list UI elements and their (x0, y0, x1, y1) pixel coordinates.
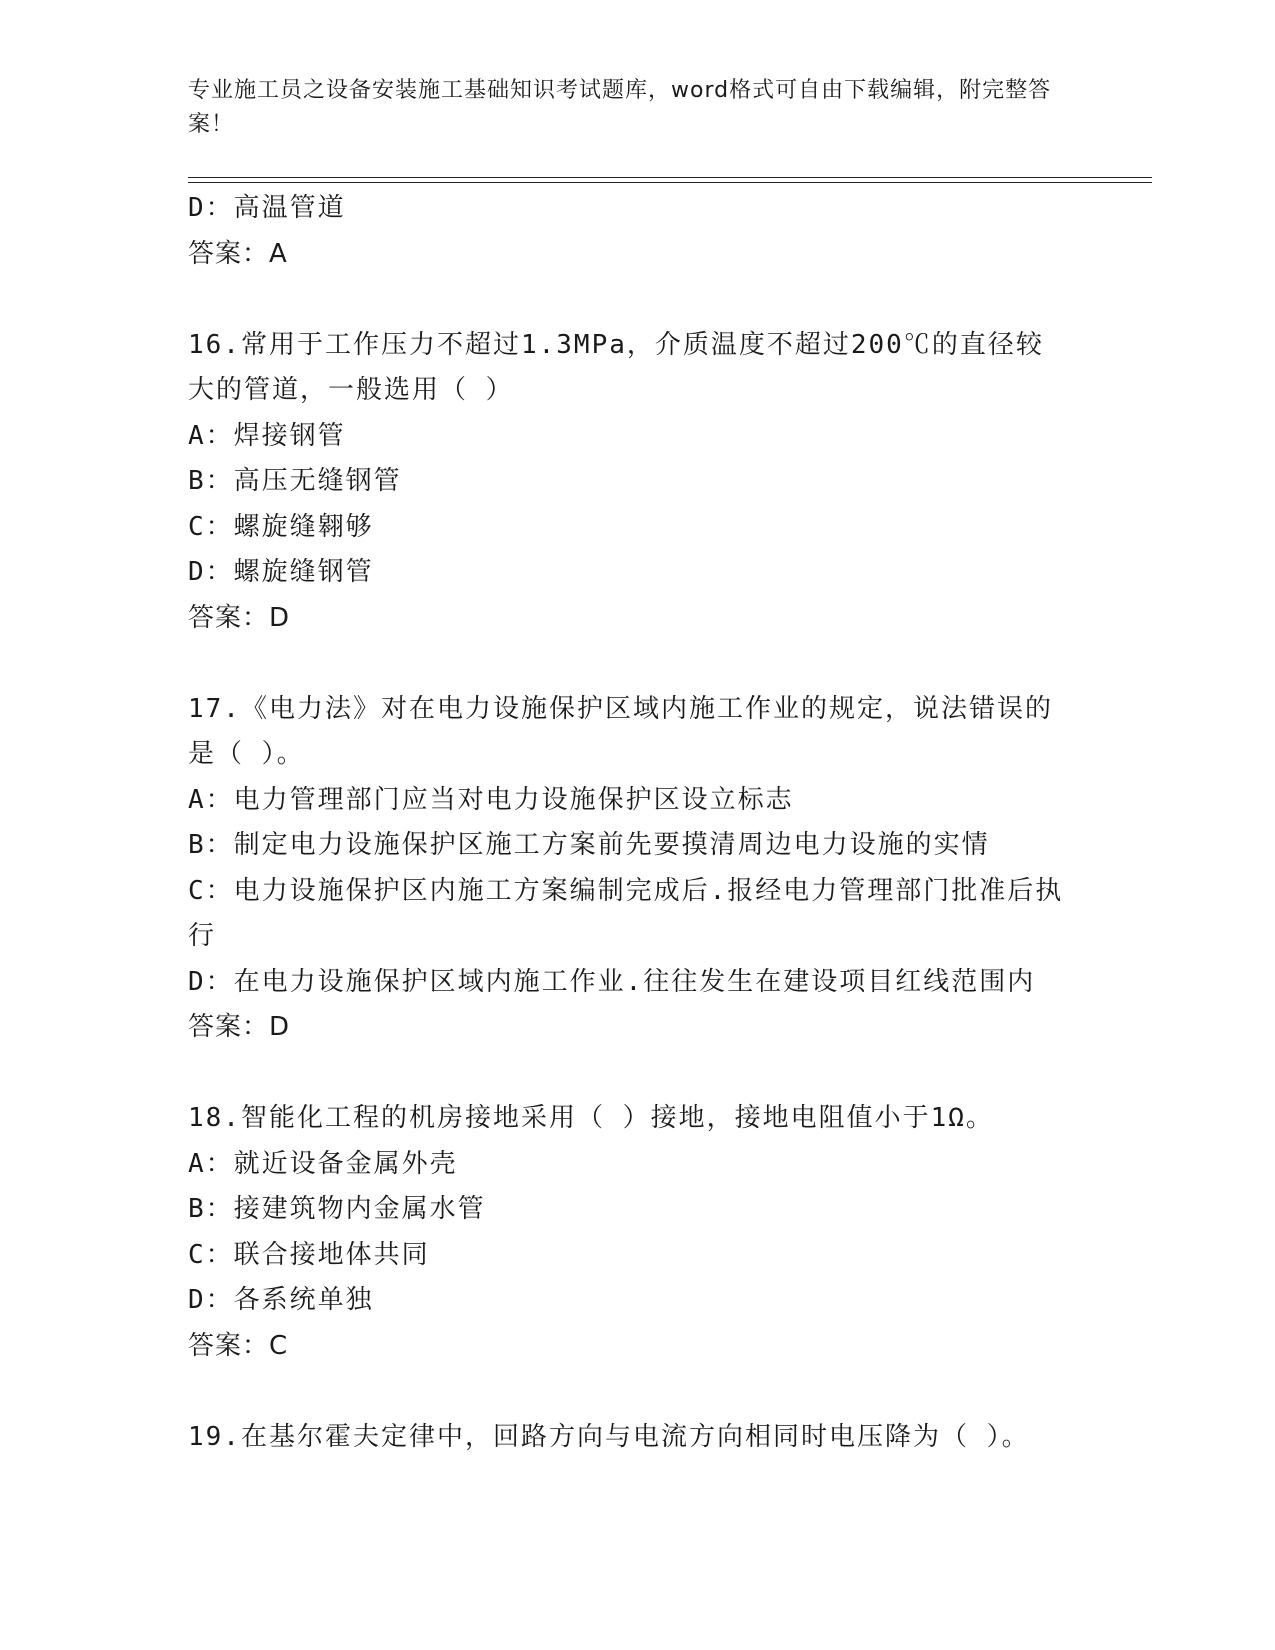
question-19 (188, 1415, 1078, 1461)
question-stem: 17.《电力法》对在电力设施保护区域内施工作业的规定，说法错误的是（ ）。 (188, 693, 1053, 769)
document-header (188, 74, 1068, 142)
option-a: A：电力管理部门应当对电力设施保护区设立标志 (188, 784, 794, 815)
option-b: B：制定电力设施保护区施工方案前先要摸清周边电力设施的实情 (188, 830, 990, 860)
option-d: D：螺旋缝钢管 (188, 557, 374, 587)
question-16 (188, 323, 1078, 642)
question-stem: 16.常用于工作压力不超过1.3MPa，介质温度不超过200℃的直径较大的管道，一般选用（ ） (188, 329, 1044, 405)
header-divider-bottom (188, 182, 1152, 183)
answer: 答案：C (188, 1330, 289, 1361)
option-c: C：电力设施保护区内施工方案编制完成后.报经电力管理部门批准后执行 (188, 875, 1064, 951)
option-c: C：联合接地体共同 (188, 1239, 430, 1270)
spacer (188, 1369, 1078, 1415)
option-d: D：在电力设施保护区域内施工作业.往往发生在建设项目红线范围内 (188, 966, 1036, 997)
header-title: 专业施工员之设备安装施工基础知识考试题库，word格式可自由下载编辑，附完整答案！ (188, 78, 1052, 137)
question-18 (188, 1096, 1078, 1369)
question-stem: 18.智能化工程的机房接地采用（ ）接地，接地电阻值小于1Ω。 (188, 1103, 994, 1133)
answer: 答案：D (188, 602, 291, 633)
question-stem: 19.在基尔霍夫定律中，回路方向与电流方向相同时电压降为（ ）。 (188, 1421, 1030, 1452)
option-a: A：焊接钢管 (188, 420, 346, 451)
answer: 答案：D (188, 1012, 291, 1042)
question-17 (188, 687, 1078, 1051)
option-b: B：高压无缝钢管 (188, 466, 402, 496)
document-body (188, 186, 1078, 1460)
spacer (188, 1051, 1078, 1097)
option-d: D：高温管道 (188, 193, 346, 223)
header-divider-top (188, 177, 1152, 178)
answer: 答案：A (188, 238, 288, 269)
spacer (188, 277, 1078, 323)
spacer (188, 641, 1078, 687)
option-c: C：螺旋缝翱够 (188, 511, 374, 542)
option-d: D：各系统单独 (188, 1285, 374, 1315)
option-a: A：就近设备金属外壳 (188, 1148, 458, 1179)
option-b: B：接建筑物内金属水管 (188, 1194, 486, 1224)
previous-question-tail (188, 186, 1078, 277)
